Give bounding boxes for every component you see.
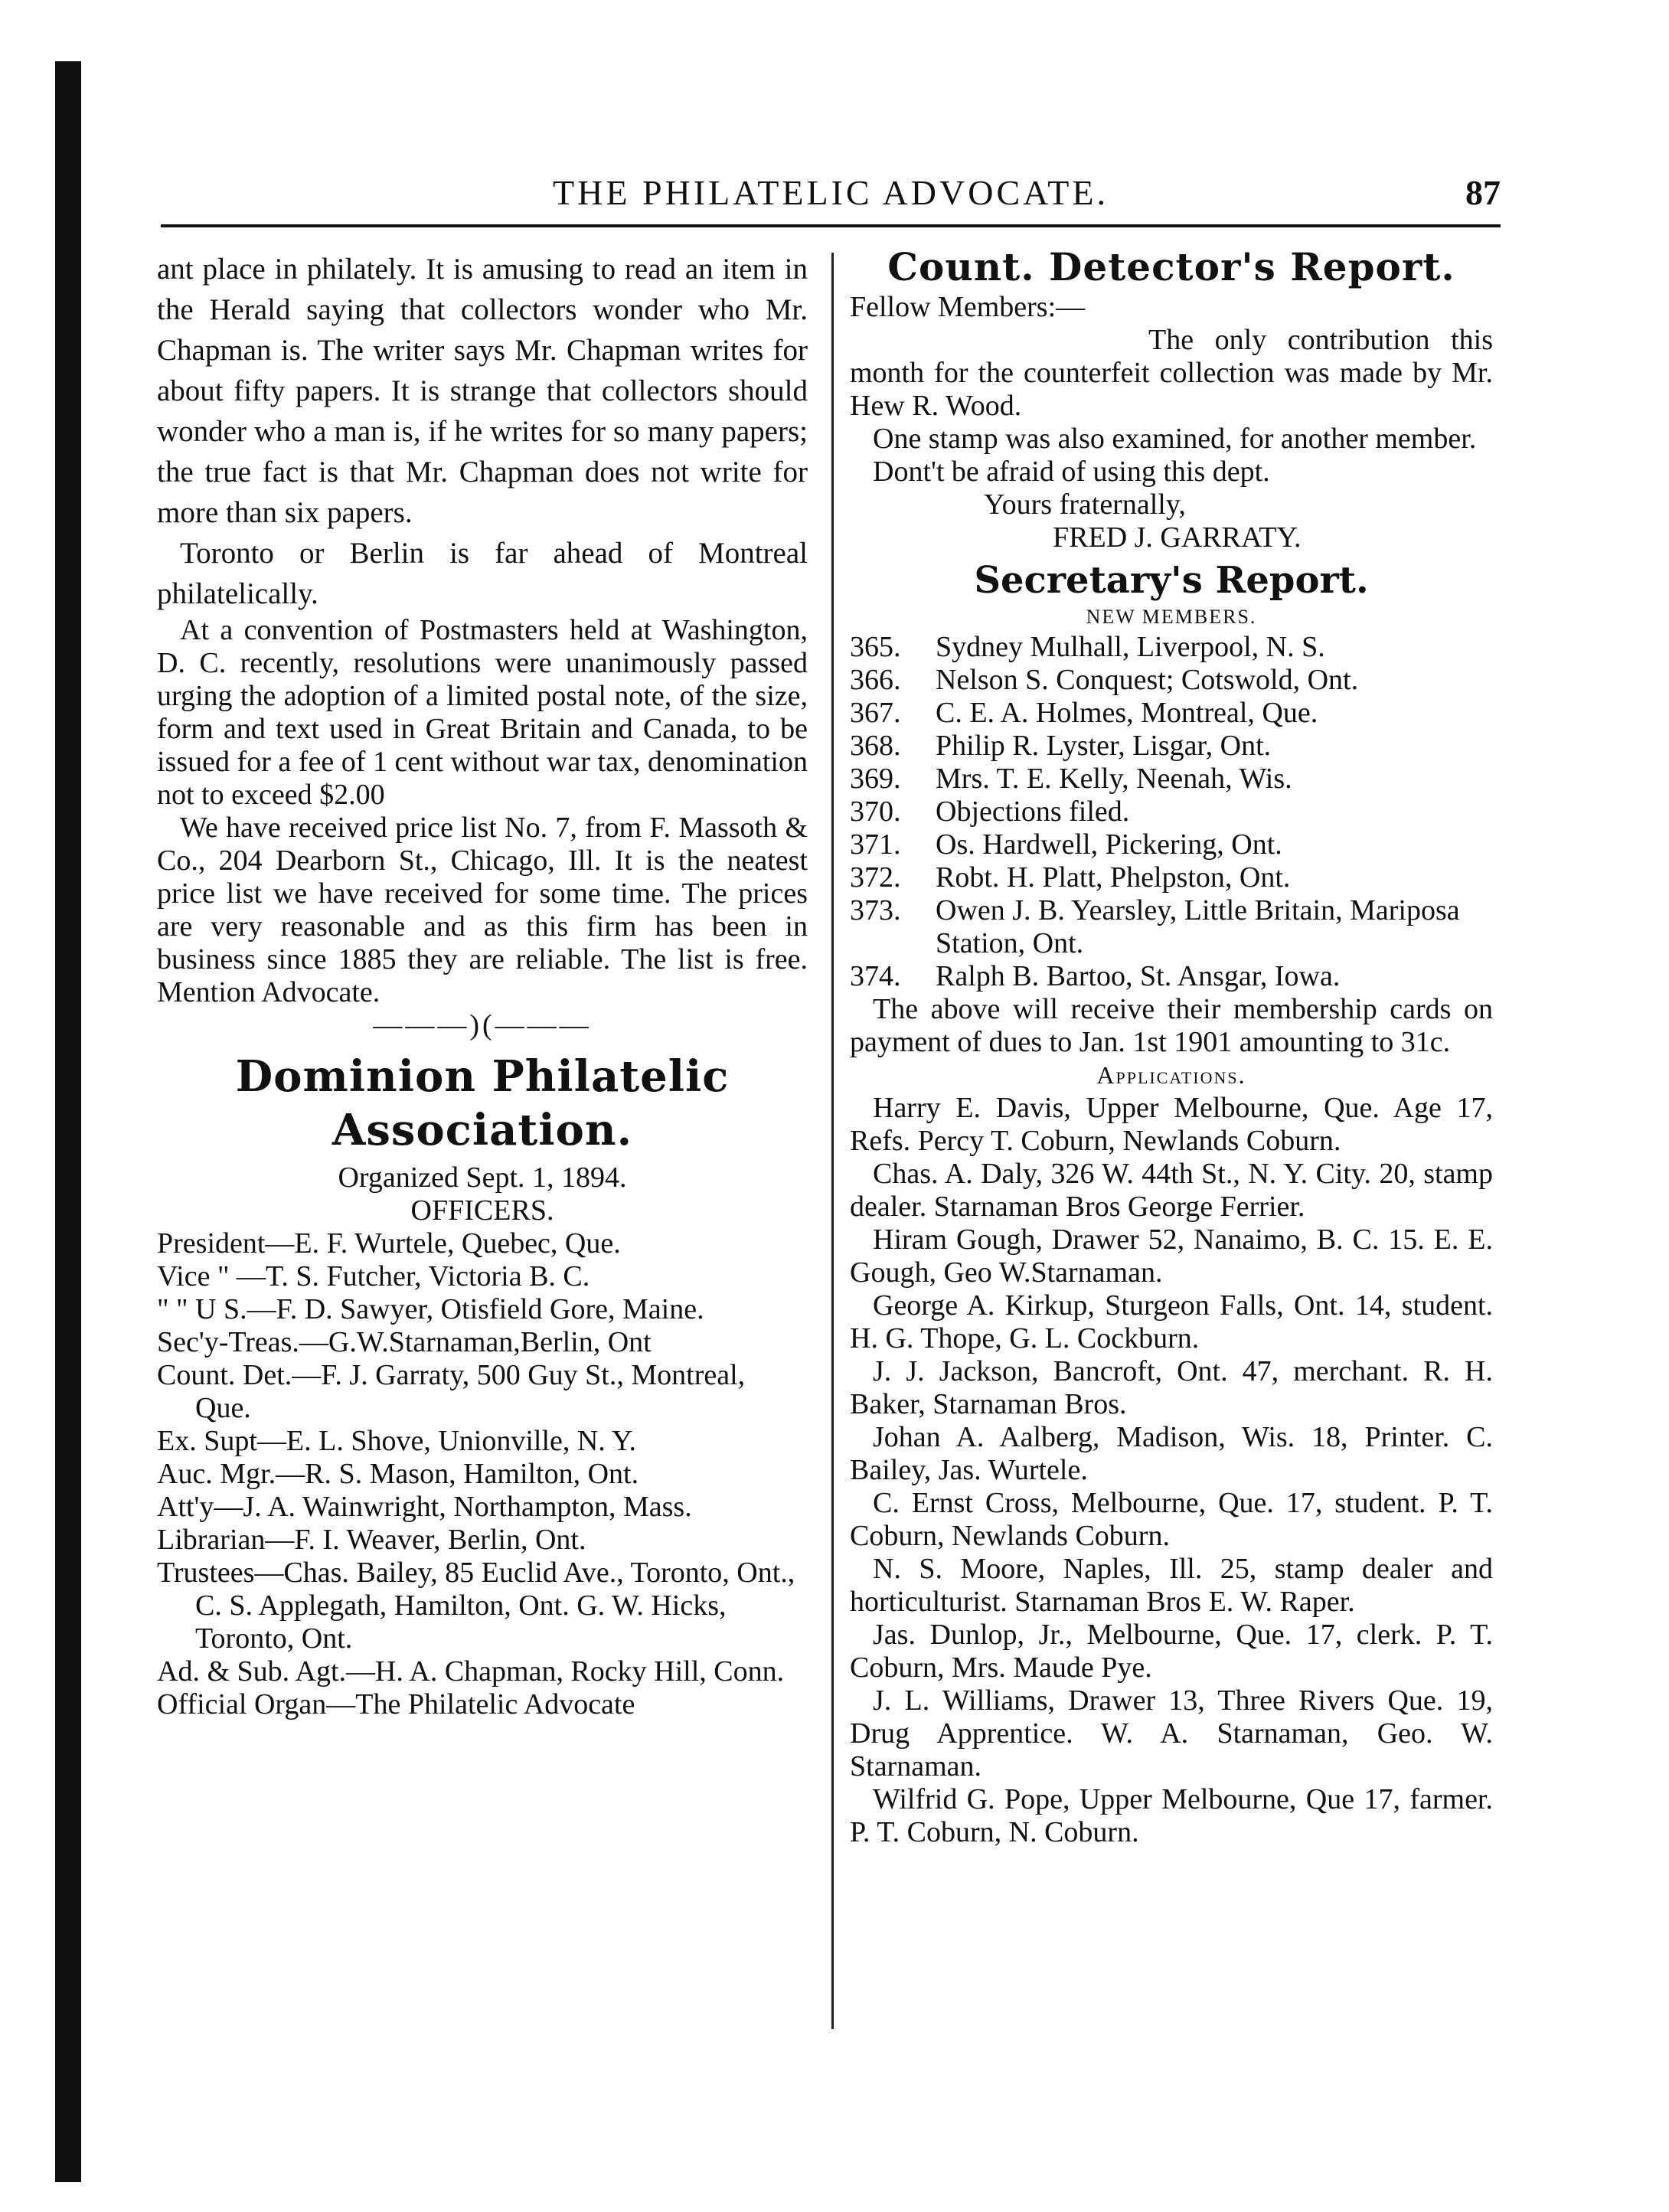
member-name: Mrs. T. E. Kelly, Neenah, Wis.	[936, 763, 1292, 795]
officer-counterfeit: Count. Det.—F. J. Garraty, 500 Guy St., Montreal, Que.	[157, 1359, 746, 1424]
member-name: Ralph B. Bartoo, St. Ansgar, Iowa.	[936, 960, 1341, 992]
officers-heading: OFFICERS.	[410, 1194, 554, 1227]
list-item	[850, 796, 1493, 828]
right-column	[850, 243, 1493, 1849]
member-name: C. E. A. Holmes, Montreal, Que.	[936, 697, 1318, 729]
officer-vice-us: " " U S.—F. D. Sawyer, Otisfield Gore, Maine.	[157, 1293, 704, 1325]
applications-label: Applications.	[1096, 1061, 1246, 1089]
member-name: Sydney Mulhall, Liverpool, N. S.	[936, 631, 1325, 663]
officer-president: President—E. F. Wurtele, Quebec, Que.	[157, 1227, 621, 1260]
detector-closing: Yours fraternally,	[984, 488, 1186, 521]
application-entry: J. J. Jackson, Bancroft, Ont. 47, merchant. R. H. Baker, Starnaman Bros.	[850, 1355, 1493, 1420]
officer-vice-canada: Vice " —T. S. Futcher, Victoria B. C.	[157, 1260, 590, 1292]
page-header	[161, 172, 1501, 218]
member-number: 371.	[850, 828, 901, 861]
application-entry: Jas. Dunlop, Jr., Melbourne, Que. 17, clerk. P. T. Coburn, Mrs. Maude Pye.	[850, 1619, 1493, 1684]
binding-edge	[55, 61, 81, 2182]
header-rule	[161, 224, 1501, 227]
list-item	[850, 861, 1493, 894]
member-name: Owen J. B. Yearsley, Little Britain, Mariposa Station, Ont.	[936, 894, 1460, 959]
secretary-heading: Secretary's Report.	[974, 559, 1369, 602]
detector-heading: Count. Detector's Report.	[887, 244, 1455, 289]
member-name: Nelson S. Conquest; Cotswold, Ont.	[936, 664, 1359, 696]
detector-body2: One stamp was also examined, for another member.	[873, 423, 1477, 455]
membership-note: The above will receive their membership cards on payment of dues to Jan. 1st 1901 amounting to 31c.	[850, 993, 1493, 1058]
application-entry: Wilfrid G. Pope, Upper Melbourne, Que 17, farmer. P. T. Coburn, N. Coburn.	[850, 1783, 1493, 1848]
member-name: Philip R. Lyster, Lisgar, Ont.	[936, 730, 1272, 762]
application-entry: Chas. A. Daly, 326 W. 44th St., N. Y. City. 20, stamp dealer. Starnaman Bros George Ferrier.	[850, 1158, 1493, 1223]
list-item	[850, 763, 1493, 796]
new-members-label: NEW MEMBERS.	[1086, 606, 1257, 628]
member-name: Robt. H. Platt, Phelpston, Ont.	[936, 861, 1291, 894]
member-number: 370.	[850, 796, 901, 828]
member-number: 367.	[850, 697, 901, 729]
member-number: 372.	[850, 861, 901, 894]
organized-date: Organized Sept. 1, 1894.	[338, 1162, 627, 1194]
officer-ad-agent: Ad. & Sub. Agt.—H. A. Chapman, Rocky Hill, Conn.	[157, 1655, 785, 1688]
page-number: 87	[1465, 173, 1501, 212]
list-item	[850, 697, 1493, 730]
officer-auction: Auc. Mgr.—R. S. Mason, Hamilton, Ont.	[157, 1458, 639, 1490]
paragraph-toronto: Toronto or Berlin is far ahead of Montreal philatelically.	[157, 537, 808, 610]
application-entry: C. Ernst Cross, Melbourne, Que. 17, student. P. T. Coburn, Newlands Coburn.	[850, 1487, 1493, 1552]
paragraph-postmasters: At a convention of Postmasters held at Washington, D. C. recently, resolutions were unanimously passed urging the adoption of a limited postal note, of the size, form and text used in Great Britain and Canada, to be issued for a fee of 1 cent without war tax, denomination not to exceed $2.00	[157, 614, 808, 811]
member-number: 365.	[850, 631, 901, 663]
member-number: 366.	[850, 664, 901, 696]
officer-trustees: Trustees—Chas. Bailey, 85 Euclid Ave., Toronto, Ont., C. S. Applegath, Hamilton, Ont. G. W. Hicks, Toronto, Ont.	[157, 1557, 795, 1655]
list-item	[850, 730, 1493, 763]
member-number: 373.	[850, 894, 901, 926]
member-name: Objections filed.	[936, 796, 1130, 828]
application-entry: Harry E. Davis, Upper Melbourne, Que. Age 17, Refs. Percy T. Coburn, Newlands Coburn.	[850, 1092, 1493, 1157]
list-item	[850, 631, 1493, 664]
detector-signature: FRED J. GARRATY.	[1053, 521, 1302, 554]
member-number: 368.	[850, 730, 901, 762]
officer-secretary: Sec'y-Treas.—G.W.Starnaman,Berlin, Ont	[157, 1326, 652, 1358]
association-title-line1: Dominion Philatelic	[235, 1051, 730, 1102]
list-item	[850, 828, 1493, 861]
officer-librarian: Librarian—F. I. Weaver, Berlin, Ont.	[157, 1524, 586, 1556]
column-divider	[831, 253, 834, 2029]
official-organ: Official Organ—The Philatelic Advocate	[157, 1688, 635, 1720]
application-entry: Johan A. Aalberg, Madison, Wis. 18, Printer. C. Bailey, Jas. Wurtele.	[850, 1421, 1493, 1486]
member-number: 369.	[850, 763, 901, 795]
paragraph-price-list: We have received price list No. 7, from F. Massoth & Co., 204 Dearborn St., Chicago, Ill. It is the neatest price list we have received for some time. The prices are very reasonable and as this firm has been in business since 1885 they are reliable. The list is free. Mention Advocate.	[157, 812, 808, 1008]
detector-body1: The only contribution this month for the counterfeit collection was made by Mr. Hew R. Wood.	[850, 324, 1493, 422]
detector-salutation: Fellow Members:—	[850, 291, 1086, 323]
running-title: THE PHILATELIC ADVOCATE.	[553, 173, 1109, 212]
paragraph-chapman: ant place in philately. It is amusing to read an item in the Herald saying that collectors wonder who Mr. Chapman is. The writer says Mr. Chapman writes for about fifty papers. It is strange that collectors should wonder who a man is, if he writes for so many papers; the true fact is that Mr. Chapman does not write for more than six papers.	[157, 253, 808, 529]
officer-exchange: Ex. Supt—E. L. Shove, Unionville, N. Y.	[157, 1425, 636, 1457]
association-title-line2: Association.	[332, 1105, 633, 1155]
section-divider: ———)(———	[373, 1009, 592, 1041]
application-entry: J. L. Williams, Drawer 13, Three Rivers Que. 19, Drug Apprentice. W. A. Starnaman, Geo. W. Starnaman.	[850, 1684, 1493, 1782]
left-column	[157, 249, 808, 1721]
member-name: Os. Hardwell, Pickering, Ont.	[936, 828, 1282, 861]
member-number: 374.	[850, 960, 901, 992]
list-item	[850, 894, 1493, 960]
detector-body3: Dont't be afraid of using this dept.	[873, 456, 1270, 488]
officer-attorney: Att'y—J. A. Wainwright, Northampton, Mass.	[157, 1491, 692, 1523]
list-item	[850, 960, 1493, 993]
application-entry: N. S. Moore, Naples, Ill. 25, stamp dealer and horticulturist. Starnaman Bros E. W. Raper.	[850, 1553, 1493, 1618]
list-item	[850, 664, 1493, 697]
application-entry: Hiram Gough, Drawer 52, Nanaimo, B. C. 15. E. E. Gough, Geo W.Starnaman.	[850, 1224, 1493, 1289]
application-entry: George A. Kirkup, Sturgeon Falls, Ont. 14, student. H. G. Thope, G. L. Cockburn.	[850, 1289, 1493, 1354]
